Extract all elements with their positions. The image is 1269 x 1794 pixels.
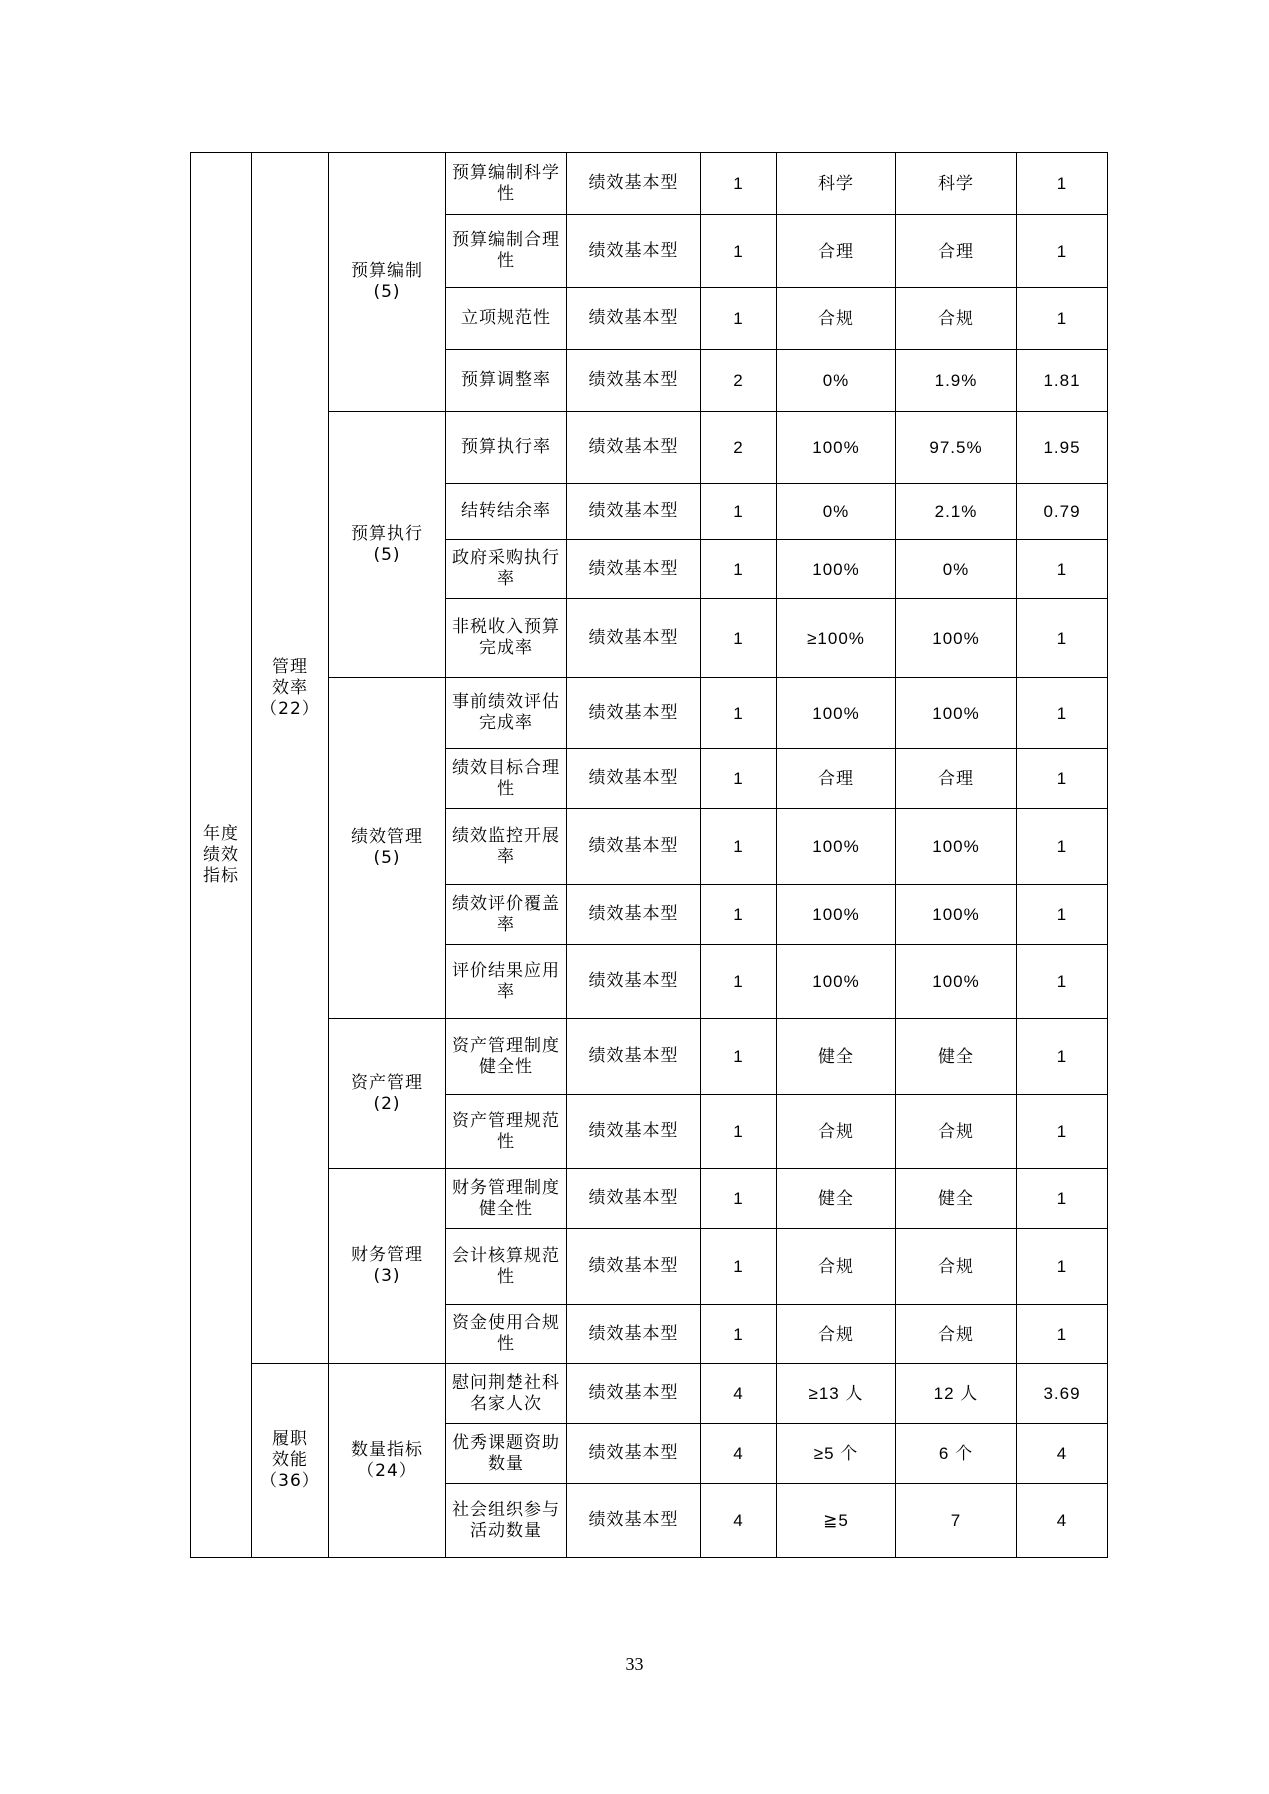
score-cell: 1 — [1017, 1095, 1108, 1169]
table-row — [191, 153, 1108, 215]
indicator-name-cell: 预算执行率 — [446, 412, 567, 484]
indicator-type-cell: 绩效基本型 — [567, 749, 701, 809]
weight-cell: 1 — [701, 1229, 777, 1305]
weight-cell: 1 — [701, 749, 777, 809]
score-cell: 0.79 — [1017, 484, 1108, 540]
target-value-cell: ≥13 人 — [777, 1364, 896, 1424]
table-row — [191, 1019, 1108, 1095]
score-cell: 1 — [1017, 945, 1108, 1019]
target-value-cell: 0% — [777, 350, 896, 412]
target-value-cell: 合理 — [777, 749, 896, 809]
indicator-type-cell: 绩效基本型 — [567, 945, 701, 1019]
actual-value-cell: 12 人 — [896, 1364, 1017, 1424]
actual-value-cell: 97.5% — [896, 412, 1017, 484]
weight-cell: 4 — [701, 1424, 777, 1484]
actual-value-cell: 100% — [896, 809, 1017, 885]
actual-value-cell: 6 个 — [896, 1424, 1017, 1484]
weight-cell: 2 — [701, 412, 777, 484]
indicator-type-cell: 绩效基本型 — [567, 885, 701, 945]
table-row — [191, 678, 1108, 749]
actual-value-cell: 合规 — [896, 1095, 1017, 1169]
indicator-type-cell: 绩效基本型 — [567, 1364, 701, 1424]
indicator-type-cell: 绩效基本型 — [567, 540, 701, 599]
weight-cell: 1 — [701, 1019, 777, 1095]
indicator-name-cell: 财务管理制度健全性 — [446, 1169, 567, 1229]
actual-value-cell: 100% — [896, 885, 1017, 945]
level2-indicator-cell: 管理 效率 （22） — [252, 153, 329, 1364]
score-cell: 1 — [1017, 153, 1108, 215]
indicator-name-cell: 事前绩效评估完成率 — [446, 678, 567, 749]
indicator-name-cell: 绩效目标合理性 — [446, 749, 567, 809]
indicator-name-cell: 绩效评价覆盖率 — [446, 885, 567, 945]
level3-indicator-cell: 绩效管理 (5) — [329, 678, 446, 1019]
target-value-cell: 健全 — [777, 1169, 896, 1229]
target-value-cell: 100% — [777, 945, 896, 1019]
score-cell: 3.69 — [1017, 1364, 1108, 1424]
weight-cell: 1 — [701, 484, 777, 540]
indicator-type-cell: 绩效基本型 — [567, 484, 701, 540]
weight-cell: 1 — [701, 1305, 777, 1364]
indicator-type-cell: 绩效基本型 — [567, 350, 701, 412]
target-value-cell: ≥100% — [777, 599, 896, 678]
actual-value-cell: 100% — [896, 945, 1017, 1019]
indicator-name-cell: 资金使用合规性 — [446, 1305, 567, 1364]
score-cell: 1 — [1017, 678, 1108, 749]
indicator-name-cell: 预算调整率 — [446, 350, 567, 412]
weight-cell: 4 — [701, 1364, 777, 1424]
actual-value-cell: 合理 — [896, 215, 1017, 288]
score-cell: 1 — [1017, 540, 1108, 599]
indicator-type-cell: 绩效基本型 — [567, 1424, 701, 1484]
weight-cell: 2 — [701, 350, 777, 412]
weight-cell: 1 — [701, 678, 777, 749]
table-row — [191, 412, 1108, 484]
target-value-cell: 100% — [777, 412, 896, 484]
indicator-type-cell: 绩效基本型 — [567, 809, 701, 885]
level3-indicator-cell: 财务管理 (3) — [329, 1169, 446, 1364]
indicator-name-cell: 优秀课题资助数量 — [446, 1424, 567, 1484]
indicator-name-cell: 立项规范性 — [446, 288, 567, 350]
indicator-type-cell: 绩效基本型 — [567, 1484, 701, 1558]
weight-cell: 1 — [701, 809, 777, 885]
indicator-name-cell: 会计核算规范性 — [446, 1229, 567, 1305]
target-value-cell: 合规 — [777, 1229, 896, 1305]
actual-value-cell: 合规 — [896, 1305, 1017, 1364]
score-cell: 1 — [1017, 1169, 1108, 1229]
level2-indicator-cell: 履职 效能 （36） — [252, 1364, 329, 1558]
target-value-cell: 健全 — [777, 1019, 896, 1095]
indicator-name-cell: 慰问荆楚社科名家人次 — [446, 1364, 567, 1424]
score-cell: 1 — [1017, 1019, 1108, 1095]
score-cell: 1 — [1017, 215, 1108, 288]
indicator-name-cell: 评价结果应用率 — [446, 945, 567, 1019]
score-cell: 1.81 — [1017, 350, 1108, 412]
indicator-type-cell: 绩效基本型 — [567, 1169, 701, 1229]
target-value-cell: 100% — [777, 540, 896, 599]
weight-cell: 4 — [701, 1484, 777, 1558]
target-value-cell: 0% — [777, 484, 896, 540]
indicator-name-cell: 预算编制合理性 — [446, 215, 567, 288]
actual-value-cell: 科学 — [896, 153, 1017, 215]
level1-indicator-cell: 年度 绩效 指标 — [191, 153, 252, 1558]
score-cell: 4 — [1017, 1484, 1108, 1558]
target-value-cell: 100% — [777, 678, 896, 749]
indicator-type-cell: 绩效基本型 — [567, 153, 701, 215]
weight-cell: 1 — [701, 288, 777, 350]
level3-indicator-cell: 预算编制 (5) — [329, 153, 446, 412]
table-row — [191, 1364, 1108, 1424]
score-cell: 1 — [1017, 749, 1108, 809]
actual-value-cell: 合理 — [896, 749, 1017, 809]
actual-value-cell: 合规 — [896, 288, 1017, 350]
indicator-type-cell: 绩效基本型 — [567, 215, 701, 288]
indicator-type-cell: 绩效基本型 — [567, 288, 701, 350]
weight-cell: 1 — [701, 1095, 777, 1169]
indicator-type-cell: 绩效基本型 — [567, 1229, 701, 1305]
weight-cell: 1 — [701, 540, 777, 599]
target-value-cell: ≧5 — [777, 1484, 896, 1558]
indicator-name-cell: 资产管理规范性 — [446, 1095, 567, 1169]
table-row — [191, 1169, 1108, 1229]
score-cell: 4 — [1017, 1424, 1108, 1484]
weight-cell: 1 — [701, 945, 777, 1019]
actual-value-cell: 100% — [896, 678, 1017, 749]
indicator-type-cell: 绩效基本型 — [567, 678, 701, 749]
score-cell: 1 — [1017, 885, 1108, 945]
target-value-cell: 合规 — [777, 1095, 896, 1169]
indicator-name-cell: 预算编制科学性 — [446, 153, 567, 215]
indicator-name-cell: 资产管理制度健全性 — [446, 1019, 567, 1095]
actual-value-cell: 1.9% — [896, 350, 1017, 412]
performance-indicator-table — [190, 152, 1108, 1558]
actual-value-cell: 0% — [896, 540, 1017, 599]
score-cell: 1 — [1017, 288, 1108, 350]
page-number: 33 — [625, 1654, 644, 1674]
weight-cell: 1 — [701, 1169, 777, 1229]
weight-cell: 1 — [701, 885, 777, 945]
actual-value-cell: 2.1% — [896, 484, 1017, 540]
actual-value-cell: 100% — [896, 599, 1017, 678]
actual-value-cell: 7 — [896, 1484, 1017, 1558]
indicator-type-cell: 绩效基本型 — [567, 412, 701, 484]
actual-value-cell: 合规 — [896, 1229, 1017, 1305]
weight-cell: 1 — [701, 153, 777, 215]
indicator-type-cell: 绩效基本型 — [567, 1019, 701, 1095]
target-value-cell: 100% — [777, 809, 896, 885]
score-cell: 1 — [1017, 1305, 1108, 1364]
score-cell: 1 — [1017, 809, 1108, 885]
weight-cell: 1 — [701, 599, 777, 678]
target-value-cell: 100% — [777, 885, 896, 945]
target-value-cell: 合规 — [777, 1305, 896, 1364]
indicator-name-cell: 社会组织参与活动数量 — [446, 1484, 567, 1558]
indicator-name-cell: 政府采购执行率 — [446, 540, 567, 599]
indicator-type-cell: 绩效基本型 — [567, 1305, 701, 1364]
score-cell: 1.95 — [1017, 412, 1108, 484]
weight-cell: 1 — [701, 215, 777, 288]
indicator-type-cell: 绩效基本型 — [567, 599, 701, 678]
level3-indicator-cell: 资产管理 (2) — [329, 1019, 446, 1169]
level3-indicator-cell: 数量指标 （24） — [329, 1364, 446, 1558]
indicator-name-cell: 绩效监控开展率 — [446, 809, 567, 885]
indicator-name-cell: 非税收入预算完成率 — [446, 599, 567, 678]
target-value-cell: ≥5 个 — [777, 1424, 896, 1484]
actual-value-cell: 健全 — [896, 1169, 1017, 1229]
score-cell: 1 — [1017, 599, 1108, 678]
score-cell: 1 — [1017, 1229, 1108, 1305]
target-value-cell: 科学 — [777, 153, 896, 215]
actual-value-cell: 健全 — [896, 1019, 1017, 1095]
target-value-cell: 合规 — [777, 288, 896, 350]
target-value-cell: 合理 — [777, 215, 896, 288]
indicator-type-cell: 绩效基本型 — [567, 1095, 701, 1169]
level3-indicator-cell: 预算执行 (5) — [329, 412, 446, 678]
indicator-name-cell: 结转结余率 — [446, 484, 567, 540]
